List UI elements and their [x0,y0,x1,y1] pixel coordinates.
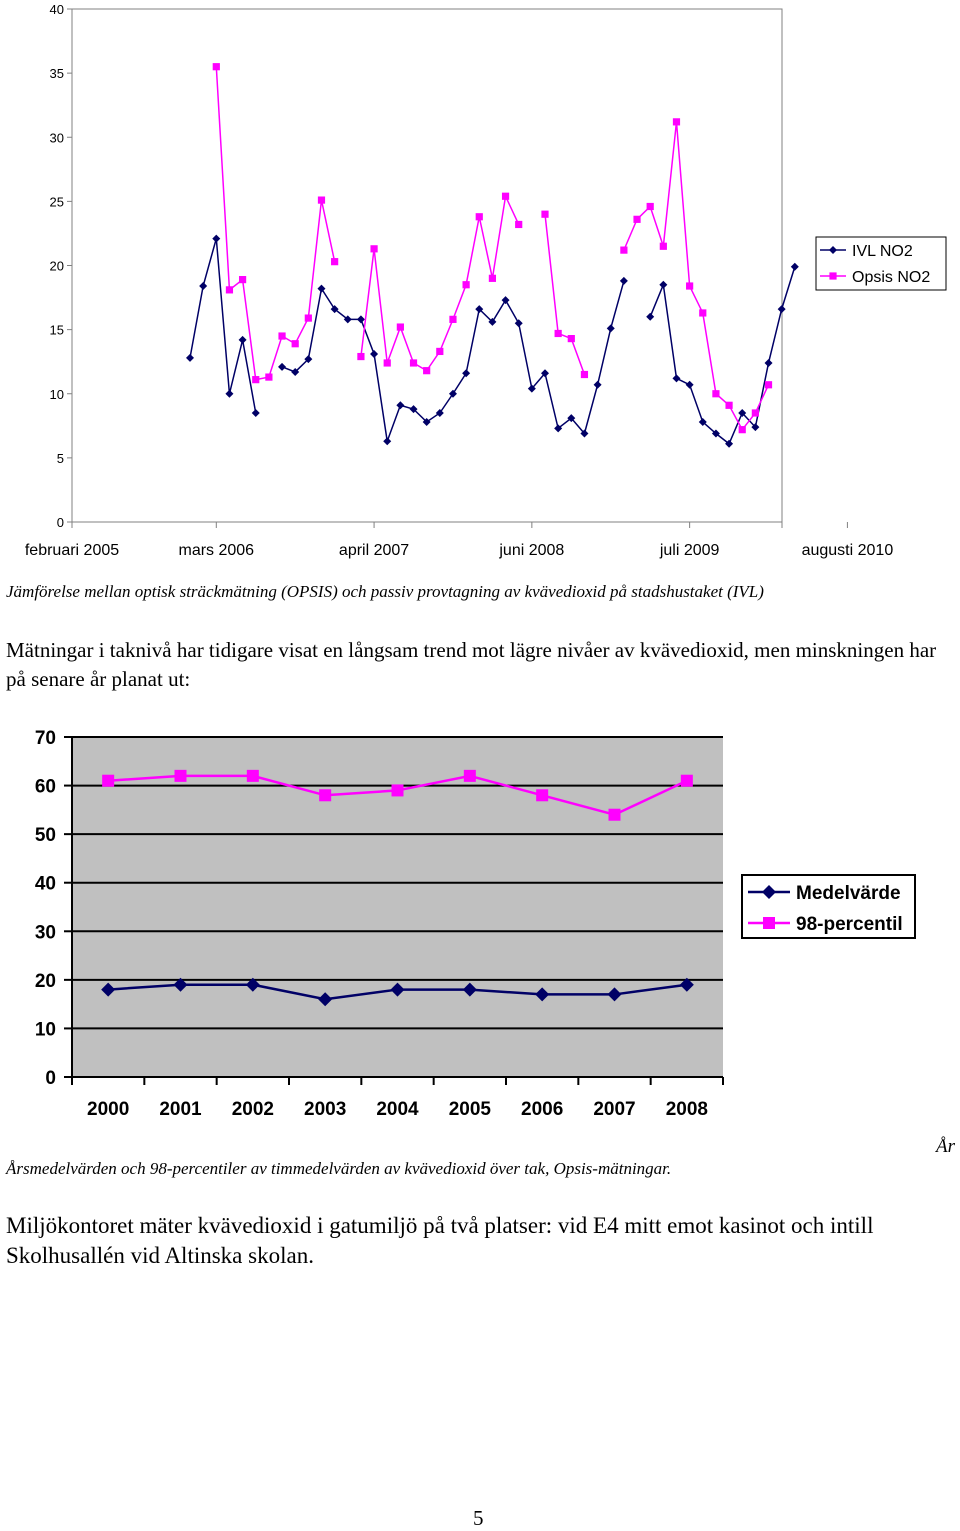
x-tick-label: 2003 [304,1099,347,1120]
data-point-2 [536,789,548,801]
data-point-2 [357,353,364,360]
y-tick-label: 15 [49,322,64,338]
data-point-2 [247,770,259,782]
y-tick-label: 40 [34,873,56,895]
data-point-2 [739,426,746,433]
y-tick-label: 30 [34,922,56,944]
data-point-2 [681,775,693,787]
x-tick-label: 2007 [593,1099,636,1120]
x-tick-label: 2000 [87,1099,130,1120]
y-tick-label: 5 [56,450,64,466]
data-point-2 [213,63,220,70]
data-point-2 [278,332,285,339]
data-point-2 [392,784,404,796]
data-point-2 [464,770,476,782]
plot-area [72,9,782,522]
data-point-2 [541,211,548,218]
y-tick-label: 0 [45,1068,56,1089]
data-point-2 [239,276,246,283]
data-point-2 [765,381,772,388]
x-tick-label: 2004 [376,1099,419,1120]
legend-marker [763,917,775,929]
data-point-2 [647,203,654,210]
y-tick-label: 20 [34,970,56,992]
data-point-2 [175,770,187,782]
data-point-2 [515,221,522,228]
data-point-2 [384,359,391,366]
data-point-2 [725,402,732,409]
legend-marker [829,272,836,279]
x-tick-label: april 2007 [338,542,410,559]
x-tick-label: juni 2008 [499,542,565,559]
data-point-2 [463,281,470,288]
data-point-2 [633,216,640,223]
x-tick-label: 2002 [231,1099,274,1120]
data-point-2 [489,275,496,282]
data-point-2 [331,258,338,265]
legend-label: 98-percentil [796,914,903,935]
data-point-2 [265,373,272,380]
data-point-2 [581,371,588,378]
data-point-2 [436,348,443,355]
no2-comparison-chart [0,0,960,570]
y-tick-label: 60 [34,776,56,798]
y-tick-label: 50 [34,825,56,847]
y-tick-label: 30 [49,130,64,146]
data-point-1 [791,263,799,271]
paragraph-trend: Mätningar i taknivå har tidigare visat en långsam trend mot lägre nivåer av kvävedioxid, men minskningen har på senare år planat ut: [6,638,937,691]
page-number: 5 [473,1506,484,1530]
y-tick-label: 35 [49,66,64,82]
data-point-2 [555,330,562,337]
data-point-2 [410,359,417,366]
legend-label: Medelvärde [796,883,901,904]
legend-label: Opsis NO2 [852,269,931,286]
chart1-caption: Jämförelse mellan optisk sträckmätning (OPSIS) och passiv provtagning av kvävedioxid på stadshustaket (IVL) [6,582,764,601]
x-tick-label: 2001 [159,1099,202,1120]
x-tick-label: augusti 2010 [801,542,894,559]
x-tick-label: februari 2005 [24,542,120,559]
data-point-2 [660,243,667,250]
data-point-2 [712,390,719,397]
y-tick-label: 20 [49,258,64,274]
x-tick-label: 2008 [665,1099,708,1120]
x-axis-label: År [936,1136,955,1157]
data-point-2 [252,376,259,383]
data-point-2 [397,323,404,330]
x-tick-label: juli 2009 [659,542,720,559]
data-point-2 [370,245,377,252]
data-point-2 [305,314,312,321]
data-point-2 [292,340,299,347]
data-point-2 [319,789,331,801]
data-point-2 [502,193,509,200]
y-tick-label: 10 [34,1019,56,1041]
data-point-2 [620,247,627,254]
annual-no2-chart [0,715,960,1160]
data-point-2 [752,409,759,416]
data-point-2 [318,196,325,203]
data-point-2 [568,335,575,342]
chart2-caption: Årsmedelvärden och 98-percentiler av timmedelvärden av kvävedioxid över tak, Opsis-mätningar. [6,1159,672,1178]
paragraph-street-measurements: Miljökontoret mäter kvävedioxid i gatumiljö på två platser: vid E4 mitt emot kasinot och intill Skolhusallén vid Altinska skolan. [6,1213,874,1268]
x-tick-label: mars 2006 [178,542,255,559]
x-tick-label: 2005 [448,1099,491,1120]
data-point-2 [102,775,114,787]
y-tick-label: 25 [49,194,64,210]
data-point-2 [686,282,693,289]
x-tick-label: 2006 [521,1099,564,1120]
data-point-2 [449,316,456,323]
data-point-2 [226,286,233,293]
y-tick-label: 0 [56,515,64,530]
data-point-2 [476,213,483,220]
data-point-2 [423,367,430,374]
y-tick-label: 40 [49,2,64,17]
data-point-2 [673,118,680,125]
legend-label: IVL NO2 [852,243,913,260]
y-tick-label: 10 [49,386,64,402]
y-tick-label: 70 [34,728,56,749]
data-point-2 [699,309,706,316]
data-point-2 [609,809,621,821]
